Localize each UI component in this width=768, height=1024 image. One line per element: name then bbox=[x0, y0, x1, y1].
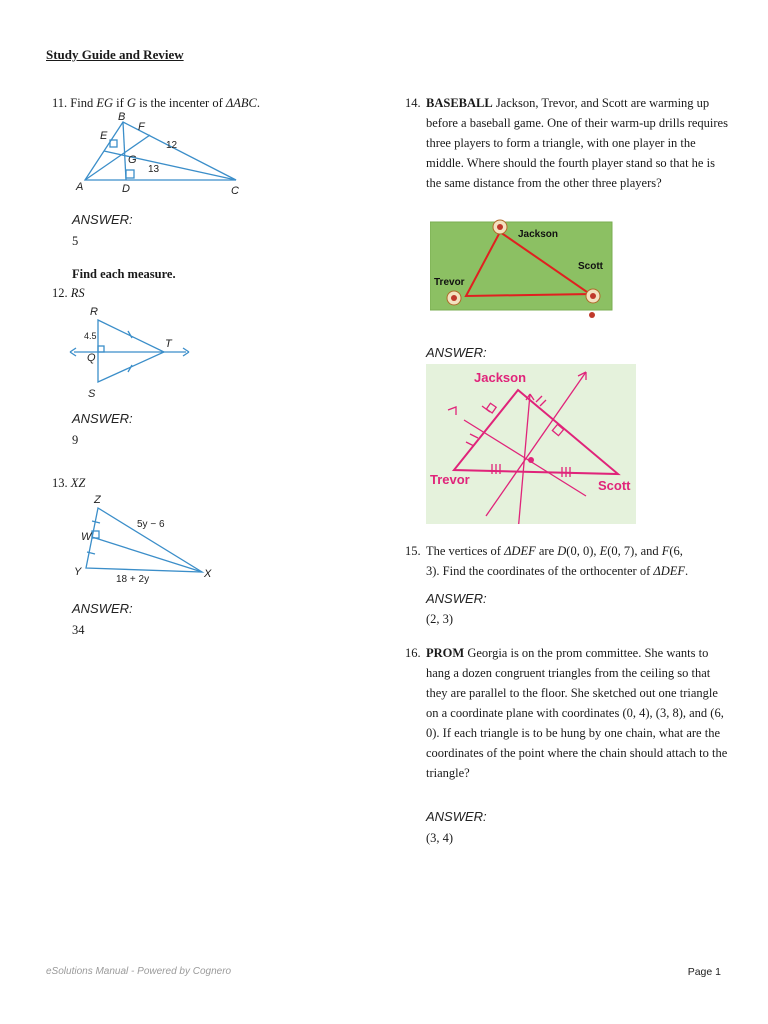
diagram-label-jackson: Jackson bbox=[474, 370, 527, 385]
q14-answer-label: ANSWER: bbox=[426, 345, 487, 360]
label-a: A bbox=[76, 181, 84, 193]
q15-answer: (2, 3) bbox=[426, 612, 454, 626]
question-14-number: 14. bbox=[405, 96, 421, 110]
label-g: G bbox=[128, 154, 137, 166]
q14-answer-diagram bbox=[426, 364, 636, 524]
footer-credit: eSolutions Manual - Powered by Cognero bbox=[46, 966, 232, 977]
diagram-label-trevor: Trevor bbox=[430, 472, 470, 487]
question-15-text: The vertices of ΔDEF are D(0, 0), E(0, 7), and F(6, 3). Find the coordinates of the orthocenter of ΔDEF. bbox=[426, 544, 689, 578]
q11-answer-label: ANSWER: bbox=[72, 212, 133, 227]
diagram-label-scott: Scott bbox=[598, 478, 631, 493]
label-len-13: 13 bbox=[148, 164, 160, 175]
q13-answer-label: ANSWER: bbox=[72, 601, 133, 616]
label-w: W bbox=[81, 531, 92, 543]
label-r: R bbox=[90, 306, 98, 318]
q16-answer-label: ANSWER: bbox=[426, 809, 487, 824]
label-q: Q bbox=[87, 352, 96, 364]
q13-answer: 34 bbox=[72, 623, 85, 637]
label-5y-minus-6: 5y − 6 bbox=[137, 519, 165, 530]
label-d: D bbox=[122, 183, 130, 195]
page-title: Study Guide and Review bbox=[46, 47, 184, 62]
label-s: S bbox=[88, 388, 96, 400]
photo-label-jackson: Jackson bbox=[518, 229, 559, 240]
section-heading: Find each measure. bbox=[72, 267, 176, 281]
photo-label-trevor: Trevor bbox=[434, 277, 465, 288]
label-f: F bbox=[138, 121, 145, 133]
q14-baseball-image bbox=[430, 218, 614, 318]
label-e: E bbox=[100, 130, 108, 142]
label-z: Z bbox=[94, 494, 101, 506]
label-len-12: 12 bbox=[166, 140, 178, 151]
label-18-plus-2y: 18 + 2y bbox=[116, 574, 150, 585]
q12-answer: 9 bbox=[72, 433, 79, 447]
question-16-number: 16. bbox=[405, 646, 421, 660]
label-t: T bbox=[165, 338, 172, 350]
label-b: B bbox=[118, 111, 126, 123]
q12-triangle-figure bbox=[68, 302, 198, 402]
question-14-text: BASEBALL Jackson, Trevor, and Scott are warming up before a baseball game. One of their warm-up drills requires three players to form a triangle, with one player in the middle. Where should the fourth player stand so that he is the same distance from the other three players? bbox=[426, 96, 728, 190]
question-12: 12. RS bbox=[52, 286, 85, 300]
q16-answer: (3, 4) bbox=[426, 831, 454, 845]
photo-label-scott: Scott bbox=[578, 261, 603, 272]
label-len-4-5: 4.5 bbox=[84, 331, 97, 341]
question-16-text: PROM Georgia is on the prom committee. She wants to hang a dozen congruent triangles from the ceiling so that they are parallel to the floor. She sketched out one triangle on a coordinate plane with coordinates (0, 4), (3, 8), and (6, 0). If each triangle is to be hung by one chain, what are the coordinates of the point where the chain should attach to the triangle? bbox=[426, 646, 728, 780]
q11-answer: 5 bbox=[72, 234, 79, 248]
page-number: Page 1 bbox=[687, 966, 721, 978]
label-y: Y bbox=[74, 566, 82, 578]
q13-triangle-figure bbox=[70, 490, 220, 590]
question-15-number: 15. bbox=[405, 544, 421, 558]
label-x: X bbox=[204, 568, 212, 580]
q15-answer-label: ANSWER: bbox=[426, 591, 487, 606]
q12-answer-label: ANSWER: bbox=[72, 411, 133, 426]
question-13: 13. XZ bbox=[52, 476, 86, 490]
label-c: C bbox=[231, 185, 239, 197]
question-11: 11. Find EG if G is the incenter of ΔABC. bbox=[52, 96, 260, 110]
q11-triangle-figure bbox=[70, 110, 250, 200]
